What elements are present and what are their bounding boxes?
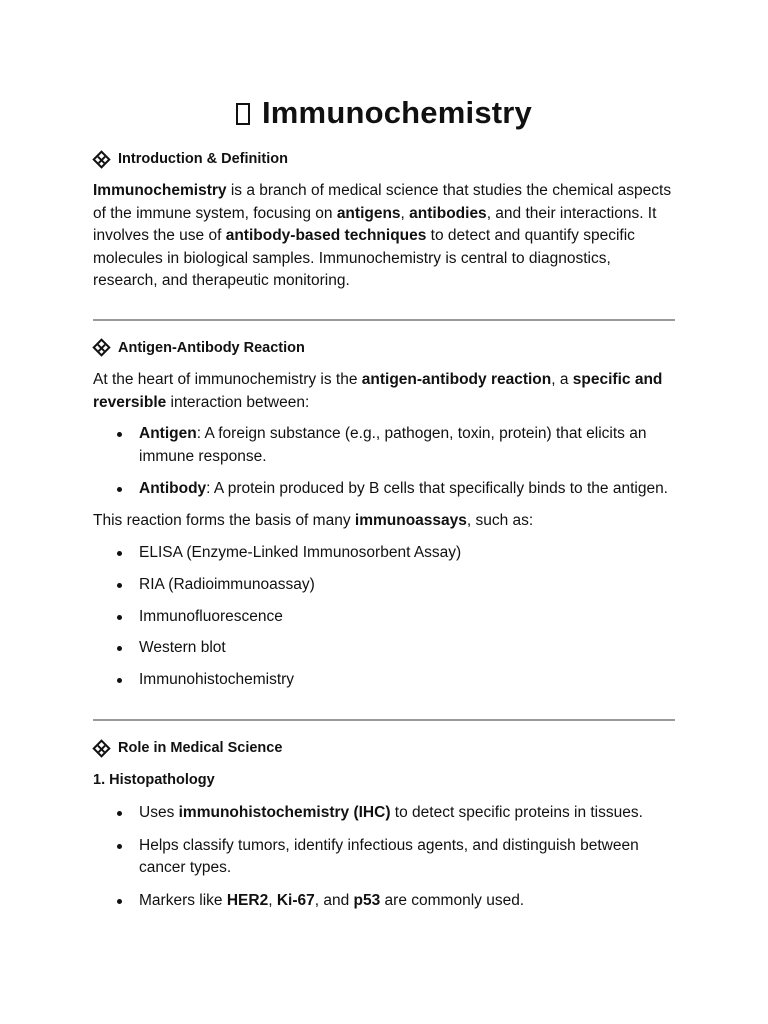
list-item-assay: RIA (Radioimmunoassay) xyxy=(93,574,675,597)
term-antigen-antibody-reaction: antigen-antibody reaction xyxy=(361,370,552,388)
list-item-assay: Immunohistochemistry xyxy=(93,669,675,692)
text-run: , xyxy=(268,891,277,909)
term-antibodies: antibodies xyxy=(409,204,487,222)
section-heading-text: Role in Medical Science xyxy=(118,740,283,757)
text-run: to detect and quantify specific molecules in biological samples. Immunochemistry is central to diagnostics, research, and therapeutic monitoring. xyxy=(93,227,635,290)
term-antibody: Antibody xyxy=(139,480,207,498)
intro-paragraph xyxy=(93,180,675,293)
list-item-antigen xyxy=(93,423,675,468)
term-ki67: Ki-67 xyxy=(276,891,315,909)
text-run: , a xyxy=(551,370,573,388)
text-run: : A protein produced by B cells that specifically binds to the antigen. xyxy=(206,480,668,498)
text-run: is a branch of medical science that studies the chemical aspects of the immune system, focusing on xyxy=(93,182,672,222)
page-title-text: Immunochemistry xyxy=(261,95,532,130)
missing-glyph-icon xyxy=(236,103,250,125)
term-antigens: antigens xyxy=(336,204,401,222)
list-item-markers xyxy=(93,890,675,913)
text-run: interaction between: xyxy=(166,393,310,411)
term-ihc: immunohistochemistry (IHC) xyxy=(178,804,391,822)
section-heading-text: Antigen-Antibody Reaction xyxy=(118,339,305,356)
section-heading-antigen-antibody xyxy=(93,338,675,358)
text-run: At the heart of immunochemistry is the xyxy=(93,370,362,388)
reaction-paragraph xyxy=(93,369,675,414)
text-run: : A foreign substance (e.g., pathogen, toxin, protein) that elicits an immune response. xyxy=(139,425,647,465)
page-title xyxy=(93,0,675,132)
section-heading-introduction xyxy=(93,149,675,169)
text-run: Markers like xyxy=(139,891,227,909)
horizontal-divider xyxy=(93,319,675,321)
list-item-assay: Western blot xyxy=(93,637,675,660)
section-heading-role xyxy=(93,738,675,758)
term-antibody-based-techniques: antibody-based techniques xyxy=(225,227,427,245)
assay-list xyxy=(93,542,675,693)
text-run: , and their interactions. It involves the use of xyxy=(93,204,657,245)
text-run: Helps classify tumors, identify infectious agents, and distinguish between cancer types. xyxy=(139,836,639,877)
term-specific-reversible: specific and reversible xyxy=(93,370,663,411)
horizontal-divider xyxy=(93,719,675,721)
list-item-assay: ELISA (Enzyme-Linked Immunosorbent Assay) xyxy=(93,542,675,565)
text-run: Uses xyxy=(139,804,179,822)
text-run: , and xyxy=(314,891,354,909)
text-run: are commonly used. xyxy=(380,891,525,909)
immunoassays-paragraph xyxy=(93,510,675,533)
term-antigen: Antigen xyxy=(139,425,197,443)
text-run: , xyxy=(400,204,410,222)
diamond-icon xyxy=(92,739,110,757)
section-heading-text: Introduction & Definition xyxy=(118,151,288,167)
sub-heading-histopathology: 1. Histopathology xyxy=(93,772,215,789)
text-run: to detect specific proteins in tissues. xyxy=(390,804,643,822)
list-item-classify xyxy=(93,835,675,880)
term-p53: p53 xyxy=(353,891,381,909)
diamond-icon xyxy=(92,339,110,357)
histopathology-list xyxy=(93,802,675,912)
diamond-icon xyxy=(92,150,110,168)
list-item-ihc xyxy=(93,802,675,825)
list-item-assay: Immunofluorescence xyxy=(93,606,675,629)
term-immunochemistry: Immunochemistry xyxy=(93,182,227,199)
definition-list xyxy=(93,423,675,501)
list-item-antibody xyxy=(93,478,675,501)
term-immunoassays: immunoassays xyxy=(354,511,467,529)
term-her2: HER2 xyxy=(226,891,269,909)
text-run: This reaction forms the basis of many xyxy=(93,511,355,529)
text-run: , such as: xyxy=(466,511,534,529)
